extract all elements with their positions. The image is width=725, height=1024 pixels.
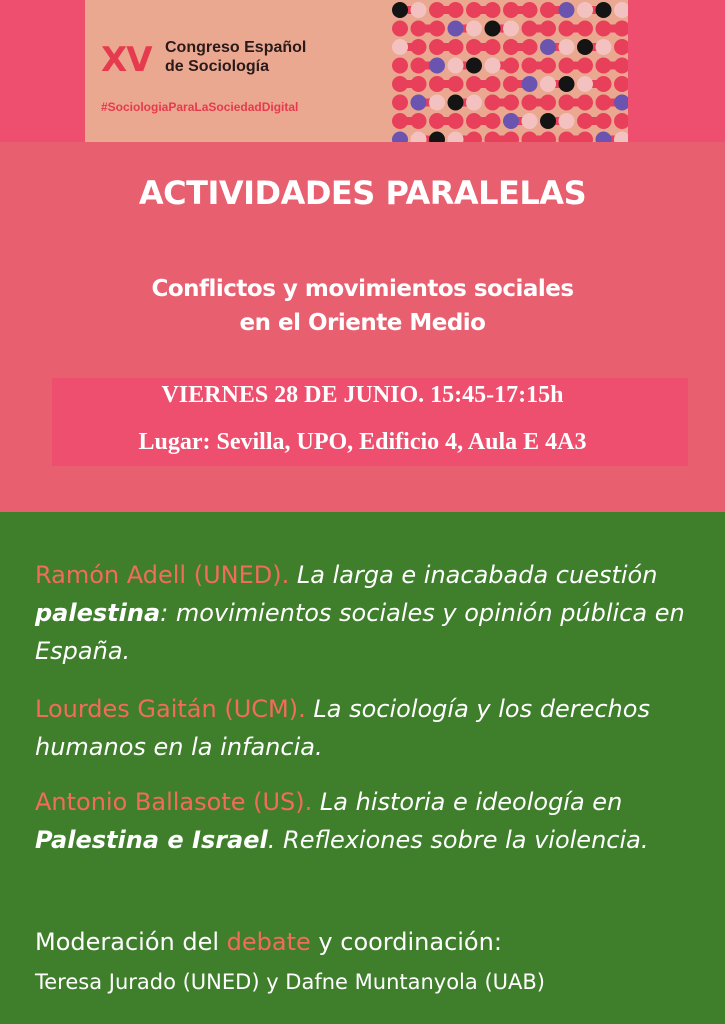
talk-item <box>35 783 695 859</box>
pattern-dot <box>596 95 612 111</box>
pattern-dot <box>429 58 445 74</box>
pattern-dot <box>503 132 519 143</box>
pattern-dot <box>411 21 427 37</box>
talk-speaker: Ramón Adell (UNED). <box>35 561 290 589</box>
pattern-dot <box>503 21 519 37</box>
talk-speaker: Lourdes Gaitán (UCM). <box>35 695 306 723</box>
pattern-dot <box>485 58 501 74</box>
pattern-dot <box>448 113 464 129</box>
pattern-dot <box>466 21 482 37</box>
pattern-dot <box>596 132 612 143</box>
pattern-dot <box>411 95 427 111</box>
pattern-dot <box>540 39 556 55</box>
pattern-dot <box>614 76 628 92</box>
pattern-dot <box>411 2 427 18</box>
pattern-dot <box>466 2 482 18</box>
pattern-dot <box>596 39 612 55</box>
talk-speaker: Antonio Ballasote (US). <box>35 788 313 816</box>
congress-name <box>165 38 365 76</box>
congress-banner <box>85 0 628 142</box>
pattern-dot <box>466 39 482 55</box>
pattern-dot <box>577 132 593 143</box>
pattern-dot <box>503 39 519 55</box>
pattern-dot <box>522 95 538 111</box>
pattern-dot <box>503 113 519 129</box>
pattern-dot <box>503 2 519 18</box>
pattern-dot <box>522 2 538 18</box>
pattern-dot <box>522 76 538 92</box>
congress-edition: XV <box>101 40 152 80</box>
pattern-dot <box>392 2 408 18</box>
pattern-dot <box>466 95 482 111</box>
pattern-dot <box>392 132 408 143</box>
pattern-dot <box>596 76 612 92</box>
pattern-dot <box>614 95 628 111</box>
pattern-dot <box>485 95 501 111</box>
pattern-dot <box>503 76 519 92</box>
subtitle-line2: en el Oriente Medio <box>239 310 486 336</box>
pattern-dot <box>448 2 464 18</box>
pattern-dot <box>540 58 556 74</box>
pattern-dot <box>448 76 464 92</box>
pattern-dot <box>411 39 427 55</box>
pattern-dot <box>540 21 556 37</box>
pattern-dot <box>503 95 519 111</box>
pattern-dot <box>522 132 538 143</box>
pattern-dot <box>411 76 427 92</box>
pattern-dot <box>429 21 445 37</box>
pattern-dot <box>429 76 445 92</box>
pattern-dot <box>485 113 501 129</box>
talk-item <box>35 690 695 766</box>
pattern-dot <box>503 58 519 74</box>
pattern-dot <box>577 113 593 129</box>
pattern-dot <box>559 21 575 37</box>
pattern-dot <box>429 2 445 18</box>
pattern-dot <box>411 132 427 143</box>
pattern-dot <box>559 2 575 18</box>
pattern-dot <box>392 58 408 74</box>
pattern-dot <box>614 21 628 37</box>
pattern-dot <box>577 39 593 55</box>
pattern-dot <box>540 132 556 143</box>
pattern-dot <box>577 58 593 74</box>
pattern-dot <box>448 58 464 74</box>
pattern-dot <box>466 76 482 92</box>
pattern-dot <box>485 132 501 143</box>
pattern-dot <box>429 132 445 143</box>
event-datetime: VIERNES 28 DE JUNIO. 15:45-17:15h <box>161 382 564 408</box>
pattern-dot <box>614 2 628 18</box>
pattern-dot <box>596 58 612 74</box>
pattern-dot <box>429 95 445 111</box>
pattern-dot <box>614 39 628 55</box>
moderator-names: Teresa Jurado (UNED) y Dafne Muntanyola (UAB) <box>35 970 545 994</box>
pattern-dot <box>411 113 427 129</box>
pattern-dot <box>448 39 464 55</box>
moderation-label <box>35 928 705 956</box>
pattern-dot <box>540 113 556 129</box>
pattern-dot <box>596 113 612 129</box>
talk-description-emphasis: palestina <box>35 599 161 627</box>
pattern-dot <box>577 95 593 111</box>
pattern-dot <box>559 95 575 111</box>
pattern-dot <box>411 58 427 74</box>
pattern-dot <box>614 58 628 74</box>
pattern-dot <box>596 21 612 37</box>
congress-name-line1: Congreso Español <box>165 39 307 56</box>
pattern-dot <box>559 58 575 74</box>
talk-item <box>35 556 695 670</box>
pattern-dot <box>485 21 501 37</box>
pattern-dot <box>429 39 445 55</box>
pattern-dot <box>559 39 575 55</box>
pattern-dot <box>540 76 556 92</box>
pattern-dot <box>559 132 575 143</box>
pattern-dot <box>448 132 464 143</box>
pattern-dot <box>614 132 628 143</box>
pattern-dot <box>577 2 593 18</box>
congress-name-line2: de Sociología <box>165 58 270 75</box>
moderation-label-highlight: debate <box>226 928 311 956</box>
pattern-dot <box>392 76 408 92</box>
pattern-dot <box>392 95 408 111</box>
pattern-dot <box>540 2 556 18</box>
pattern-dot <box>577 76 593 92</box>
pattern-dot <box>429 113 445 129</box>
subtitle-line1: Conflictos y movimientos sociales <box>151 276 574 302</box>
pattern-dot <box>522 58 538 74</box>
pattern-dot <box>448 21 464 37</box>
pattern-dot <box>485 76 501 92</box>
pattern-dot <box>522 39 538 55</box>
moderation-label-end: y coordinación: <box>310 928 502 956</box>
pattern-dot <box>466 58 482 74</box>
pattern-dot <box>522 21 538 37</box>
pattern-dot <box>392 21 408 37</box>
pattern-dot <box>466 132 482 143</box>
talk-description-emphasis: Palestina e Israel <box>35 826 268 854</box>
pattern-dot <box>577 21 593 37</box>
pattern-dot <box>559 113 575 129</box>
pattern-dot <box>522 113 538 129</box>
talk-description: La sociología y los derechos humanos en la infancia. <box>35 695 650 761</box>
decorative-dot-pattern <box>390 0 628 142</box>
talk-description: La larga e inacabada cuestión <box>289 561 658 589</box>
moderation-label-start: Moderación del <box>35 928 227 956</box>
pattern-dot <box>614 113 628 129</box>
talk-description: La historia e ideología en <box>312 788 623 816</box>
event-location: Lugar: Sevilla, UPO, Edificio 4, Aula E 4A3 <box>138 429 587 455</box>
pattern-dot <box>392 113 408 129</box>
pattern-dot <box>485 2 501 18</box>
pattern-dot <box>392 39 408 55</box>
pattern-dot <box>466 113 482 129</box>
page-title: ACTIVIDADES PARALELAS <box>138 174 587 212</box>
pattern-dot <box>448 95 464 111</box>
talk-description-end: : movimientos sociales y opinión pública en España. <box>35 599 685 665</box>
hashtag: #SociologiaParaLaSociedadDigital <box>101 100 299 114</box>
pattern-dot <box>485 39 501 55</box>
pattern-dot <box>559 76 575 92</box>
pattern-dot <box>540 95 556 111</box>
pattern-dot <box>596 2 612 18</box>
page-subtitle <box>0 272 725 340</box>
talk-description-end: . Reflexiones sobre la violencia. <box>267 826 649 854</box>
